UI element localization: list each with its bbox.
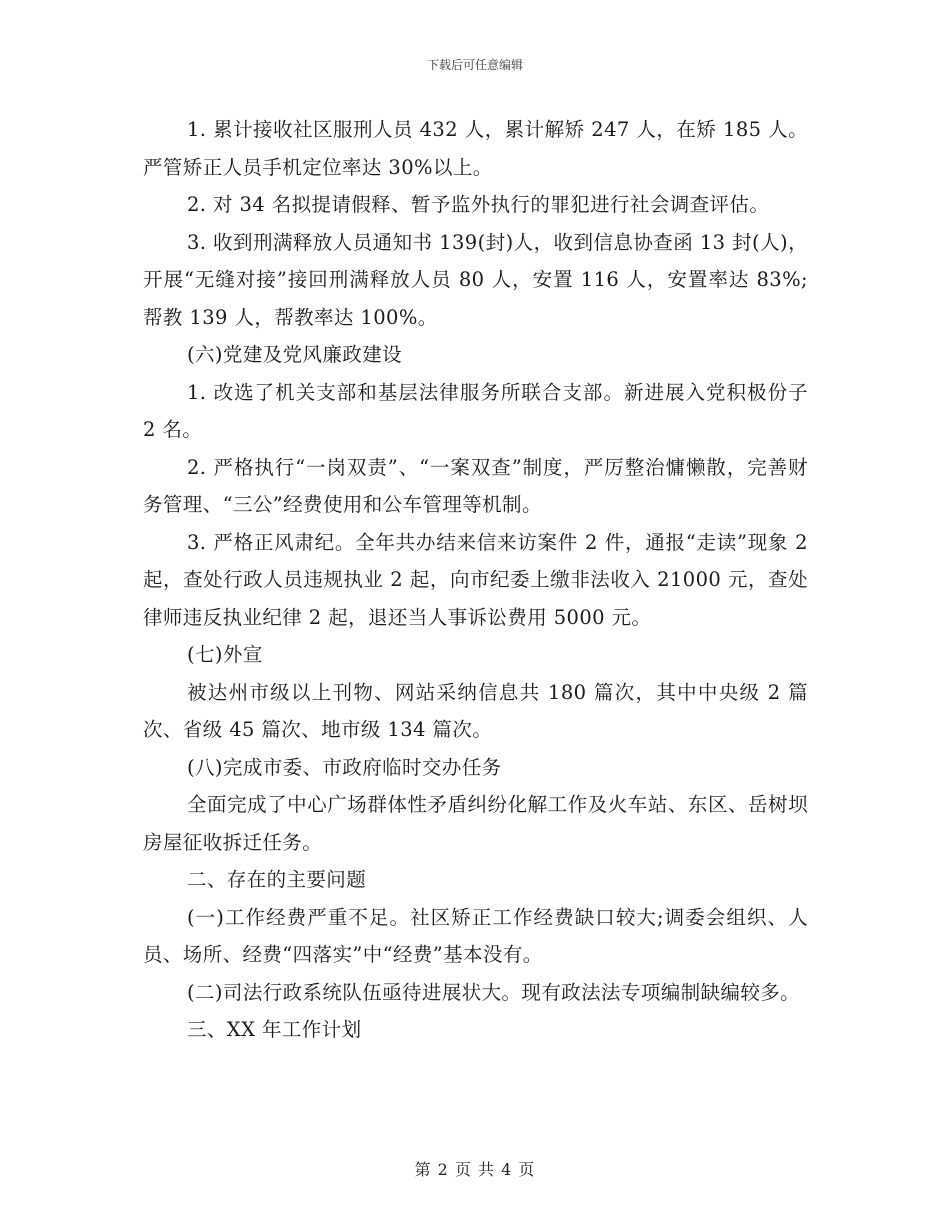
paragraph: 2. 严格执行“一岗双责”、“一案双查”制度，严厉整治慵懒散，完善财务管理、“三公”经费使用和公车管理等机制。 (143, 455, 808, 516)
paragraph: (二)司法行政系统队伍亟待进展状大。现有政法法专项编制缺编较多。 (187, 980, 801, 1004)
section-heading: (六)党建及党风廉政建设 (187, 343, 403, 366)
paragraph: 2. 对 34 名拟提请假释、暂予监外执行的罪犯进行社会调查评估。 (187, 193, 770, 216)
section-heading: 三、XX 年工作计划 (187, 1018, 362, 1041)
page-number: 第 2 页 共 4 页 (414, 1160, 536, 1179)
document-body (143, 111, 808, 1049)
section-heading: (七)外宣 (187, 643, 263, 666)
page-header: 下载后可任意编辑 (426, 58, 523, 72)
paragraph: 全面完成了中心广场群体性矛盾纠纷化解工作及火车站、东区、岳树坝房屋征收拆迁任务。 (143, 793, 808, 854)
paragraph: (一)工作经费严重不足。社区矫正工作经费缺口较大;调委会组织、人员、场所、经费“四落实”中“经费”基本没有。 (143, 905, 808, 966)
paragraph: 被达州市级以上刊物、网站采纳信息共 180 篇次，其中中央级 2 篇次、省级 45 篇次、地市级 134 篇次。 (143, 680, 808, 741)
paragraph: 1. 改选了机关支部和基层法律服务所联合支部。新进展入党积极份子 2 名。 (143, 380, 808, 441)
paragraph: 1. 累计接收社区服刑人员 432 人，累计解矫 247 人，在矫 185 人。严管矫正人员手机定位率达 30%以上。 (143, 118, 808, 179)
paragraph: 3. 收到刑满释放人员通知书 139(封)人，收到信息协查函 13 封(人)，开展“无缝对接”接回刑满释放人员 80 人，安置 116 人，安置率达 83%;帮教 139 人，帮教率达 100%。 (143, 230, 808, 329)
paragraph: 3. 严格正风肃纪。全年共办结来信来访案件 2 件，通报“走读”现象 2 起，查处行政人员违规执业 2 起，向市纪委上缴非法收入 21000 元，查处律师违反执业纪律 2 起，退还当人事诉讼费用 5000 元。 (143, 530, 808, 629)
section-heading: (八)完成市委、市政府临时交办任务 (187, 755, 502, 779)
section-heading: 二、存在的主要问题 (187, 868, 367, 891)
